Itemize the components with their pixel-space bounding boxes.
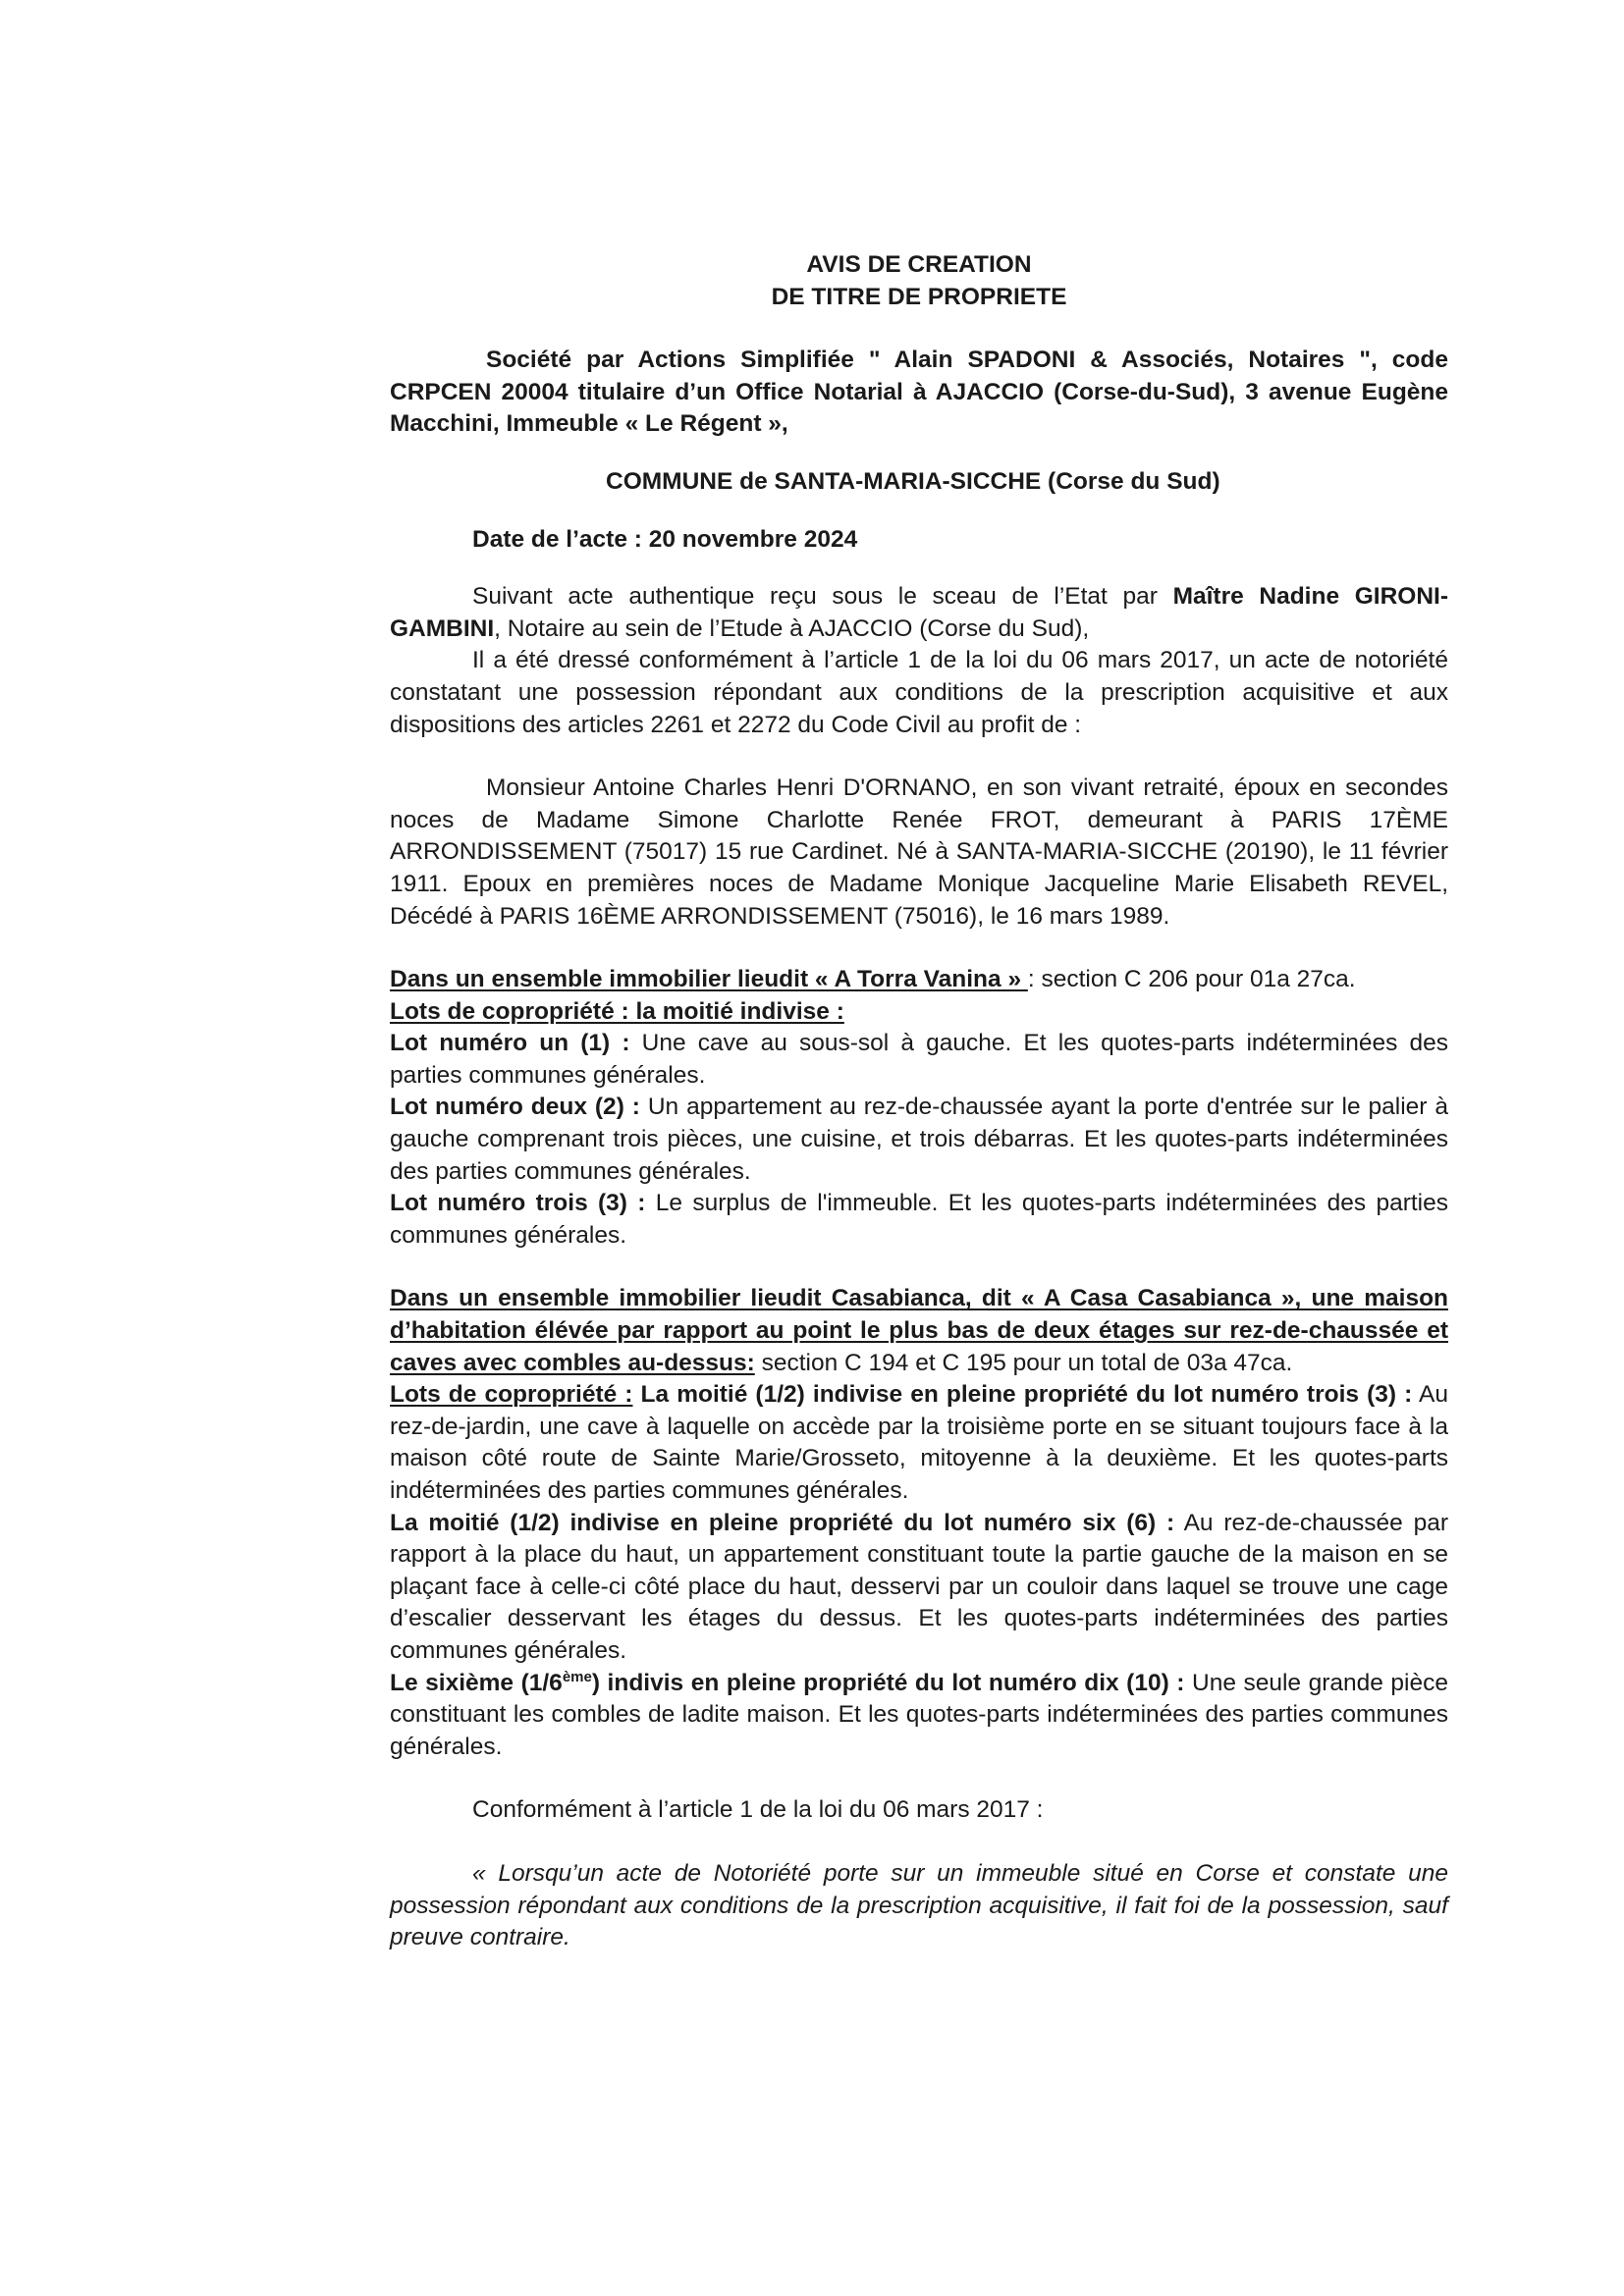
ensemble1-lots-heading: Lots de copropriété : la moitié indivise : xyxy=(390,997,844,1025)
suivant-paragraph xyxy=(390,581,1448,645)
ensemble1-title: Dans un ensemble immobilier lieudit « A Torra Vanina » xyxy=(390,966,1028,993)
citation-paragraph: « Lorsqu’un acte de Notoriété porte sur un immeuble situé en Corse et constate une possession répondant aux conditions de la prescription acquisitive, il fait foi de la possession, sauf preuve contraire. xyxy=(390,1859,1448,1951)
dresse-paragraph: Il a été dressé conformément à l’article 1 de la loi du 06 mars 2017, un acte de notoriété constatant une possession répondant aux conditions de la prescription acquisitive et aux dispositions des articles 2261 et 2272 du Code Civil au profit de : xyxy=(390,647,1448,738)
lot-b-label: La moitié (1/2) indivise en pleine propriété du lot numéro six (6) : xyxy=(390,1509,1175,1536)
ensemble2-section: section C 194 et C 195 pour un total de 03a 47ca. xyxy=(754,1349,1293,1376)
ensemble2-heading xyxy=(390,1283,1448,1379)
lot-c-label-pre: Le sixième (1/6 xyxy=(390,1669,563,1696)
ensemble2-lots-heading: Lots de copropriété : xyxy=(390,1381,633,1409)
lot-2 xyxy=(390,1092,1448,1188)
lot-3 xyxy=(390,1188,1448,1252)
suivant-post: , Notaire au sein de l’Etude à AJACCIO (Corse du Sud), xyxy=(494,614,1090,642)
lot-1-text: Une cave au sous-sol à gauche. Et les quotes-parts indéterminées des parties communes générales. xyxy=(390,1030,1448,1089)
title-line-1: AVIS DE CREATION xyxy=(806,251,1032,278)
document-page xyxy=(390,249,1448,1954)
lot-c-sup: ème xyxy=(562,1668,592,1685)
conformement-line: Conformément à l’article 1 de la loi du 06 mars 2017 : xyxy=(472,1796,1044,1824)
title-line-2: DE TITRE DE PROPRIETE xyxy=(771,283,1067,310)
lot-3-label: Lot numéro trois (3) : xyxy=(390,1190,646,1217)
lot-c-text: Une seule grande pièce constituant les combles de ladite maison. Et les quotes-parts indéterminées des parties communes générales. xyxy=(390,1669,1449,1760)
suivant-pre: Suivant acte authentique reçu sous le sceau de l’Etat par xyxy=(472,583,1173,611)
beneficiaire-paragraph: Monsieur Antoine Charles Henri D'ORNANO, en son vivant retraité, époux en secondes noces de Madame Simone Charlotte Renée FROT, demeurant à PARIS 17ÈME ARRONDISSEMENT (75017) 15 rue Cardinet. Né à SANTA-MARIA-SICCHE (20190), le 11 février 1911. Epoux en premières noces de Madame Monique Jacqueline Marie Elisabeth REVEL, Décédé à PARIS 16ÈME ARRONDISSEMENT (75016), le 16 mars 1989. xyxy=(390,774,1448,930)
lot-a xyxy=(390,1379,1448,1507)
lot-a-label: La moitié (1/2) indivise en pleine propriété du lot numéro trois (3) : xyxy=(632,1381,1413,1409)
lot-1-label: Lot numéro un (1) : xyxy=(390,1030,630,1057)
lot-2-label: Lot numéro deux (2) : xyxy=(390,1094,640,1121)
lot-c-label-post: ) indivis en pleine propriété du lot numéro dix (10) : xyxy=(591,1669,1185,1696)
lot-a-text: Au rez-de-jardin, une cave à laquelle on accède par la troisième porte en se situant toujours face à la maison côté route de Sainte Marie/Grosseto, mitoyenne à la deuxième. Et les quotes-parts indéterminées des parties communes générales. xyxy=(390,1381,1448,1504)
notaire-name: Maître Nadine GIRONI-GAMBINI xyxy=(390,583,1448,642)
intro-paragraph: Société par Actions Simplifiée " Alain SPADONI & Associés, Notaires ", code CRPCEN 20004 titulaire d’un Office Notarial à AJACCIO (Corse-du-Sud), 3 avenue Eugène Macchini, Immeuble « Le Régent », xyxy=(390,347,1448,438)
date-acte: Date de l’acte : 20 novembre 2024 xyxy=(472,525,858,553)
lot-b xyxy=(390,1508,1448,1668)
lot-b-text: Au rez-de-chaussée par rapport à la place du haut, un appartement constituant toute la partie gauche de la maison en se plaçant face à celle-ci côté place du haut, desservi par un couloir dans laquel se trouve une cage d’escalier desservant les étages du dessus. Et les quotes-parts indéterminées des parties communes générales. xyxy=(390,1509,1448,1664)
lot-c xyxy=(390,1668,1448,1764)
ensemble1-section: : section C 206 pour 01a 27ca. xyxy=(1027,966,1356,993)
commune-line: COMMUNE de SANTA-MARIA-SICCHE (Corse du Sud) xyxy=(606,467,1220,495)
ensemble2-title: Dans un ensemble immobilier lieudit Casabianca, dit « A Casa Casabianca », une maison d’habitation élévée par rapport au point le plus bas de deux étages sur rez-de-chaussée et caves avec combles au-dessus: xyxy=(390,1285,1448,1376)
lot-3-text: Le surplus de l'immeuble. Et les quotes-parts indéterminées des parties communes générales. xyxy=(390,1190,1449,1249)
lot-1 xyxy=(390,1028,1448,1092)
lot-2-text: Un appartement au rez-de-chaussée ayant la porte d'entrée sur le palier à gauche comprenant trois pièces, une cuisine, et trois débarras. Et les quotes-parts indéterminées des parties communes générales. xyxy=(390,1094,1448,1185)
ensemble1-heading xyxy=(390,964,1448,996)
